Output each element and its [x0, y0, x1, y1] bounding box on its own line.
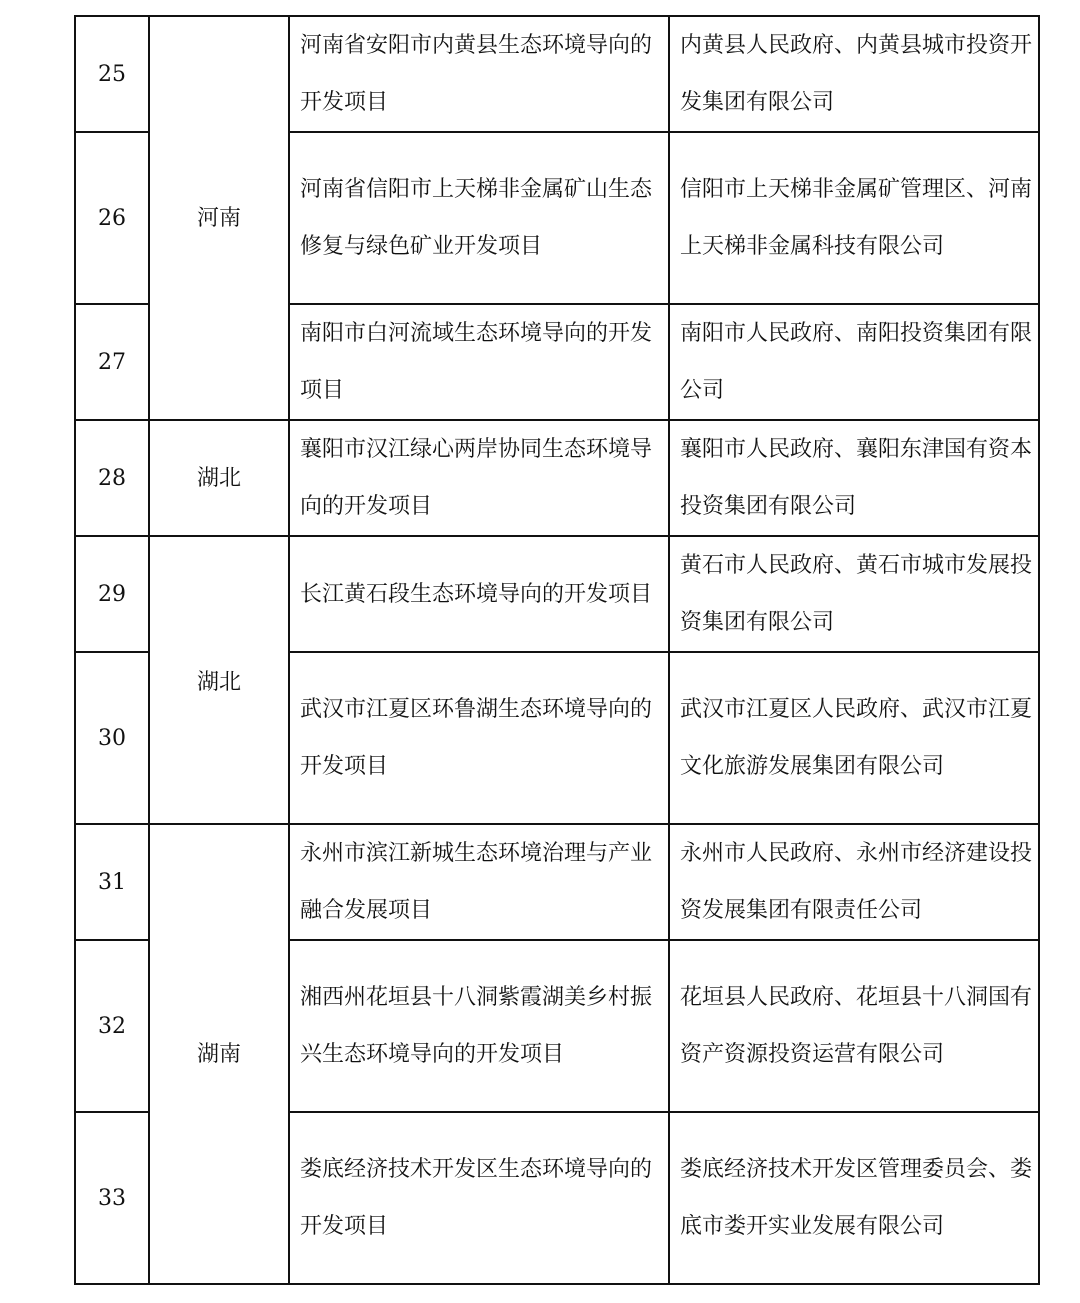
project-name: 永州市滨江新城生态环境治理与产业融合发展项目	[289, 824, 669, 940]
row-number: 31	[75, 824, 149, 940]
table-row	[75, 420, 1039, 536]
province-cell	[149, 420, 289, 536]
responsible-unit: 黄石市人民政府、黄石市城市发展投资集团有限公司	[669, 536, 1039, 652]
responsible-unit: 信阳市上天梯非金属矿管理区、河南上天梯非金属科技有限公司	[669, 132, 1039, 304]
province-cell	[149, 824, 289, 1284]
responsible-unit: 花垣县人民政府、花垣县十八洞国有资产资源投资运营有限公司	[669, 940, 1039, 1112]
project-name: 娄底经济技术开发区生态环境导向的开发项目	[289, 1112, 669, 1284]
province-cell	[149, 536, 289, 824]
responsible-unit: 襄阳市人民政府、襄阳东津国有资本投资集团有限公司	[669, 420, 1039, 536]
table-row	[75, 536, 1039, 652]
table-row	[75, 16, 1039, 132]
responsible-unit: 内黄县人民政府、内黄县城市投资开发集团有限公司	[669, 16, 1039, 132]
table-row	[75, 824, 1039, 940]
row-number: 26	[75, 132, 149, 304]
project-table	[74, 15, 1040, 1285]
row-number: 28	[75, 420, 149, 536]
province-label: 湖南	[196, 1041, 241, 1067]
row-number: 32	[75, 940, 149, 1112]
project-name: 武汉市江夏区环鲁湖生态环境导向的开发项目	[289, 652, 669, 824]
row-number: 30	[75, 652, 149, 824]
project-name: 长江黄石段生态环境导向的开发项目	[289, 536, 669, 652]
project-name: 河南省安阳市内黄县生态环境导向的开发项目	[289, 16, 669, 132]
province-label: 河南	[196, 205, 241, 231]
project-name: 南阳市白河流域生态环境导向的开发项目	[289, 304, 669, 420]
responsible-unit: 娄底经济技术开发区管理委员会、娄底市娄开实业发展有限公司	[669, 1112, 1039, 1284]
province-label: 湖北	[196, 670, 241, 695]
responsible-unit: 武汉市江夏区人民政府、武汉市江夏文化旅游发展集团有限公司	[669, 652, 1039, 824]
responsible-unit: 南阳市人民政府、南阳投资集团有限公司	[669, 304, 1039, 420]
project-name: 河南省信阳市上天梯非金属矿山生态修复与绿色矿业开发项目	[289, 132, 669, 304]
responsible-unit: 永州市人民政府、永州市经济建设投资发展集团有限责任公司	[669, 824, 1039, 940]
province-cell	[149, 16, 289, 420]
row-number: 25	[75, 16, 149, 132]
row-number: 29	[75, 536, 149, 652]
project-name: 襄阳市汉江绿心两岸协同生态环境导向的开发项目	[289, 420, 669, 536]
row-number: 33	[75, 1112, 149, 1284]
row-number: 27	[75, 304, 149, 420]
province-label: 湖北	[196, 465, 241, 491]
project-name: 湘西州花垣县十八洞紫霞湖美乡村振兴生态环境导向的开发项目	[289, 940, 669, 1112]
